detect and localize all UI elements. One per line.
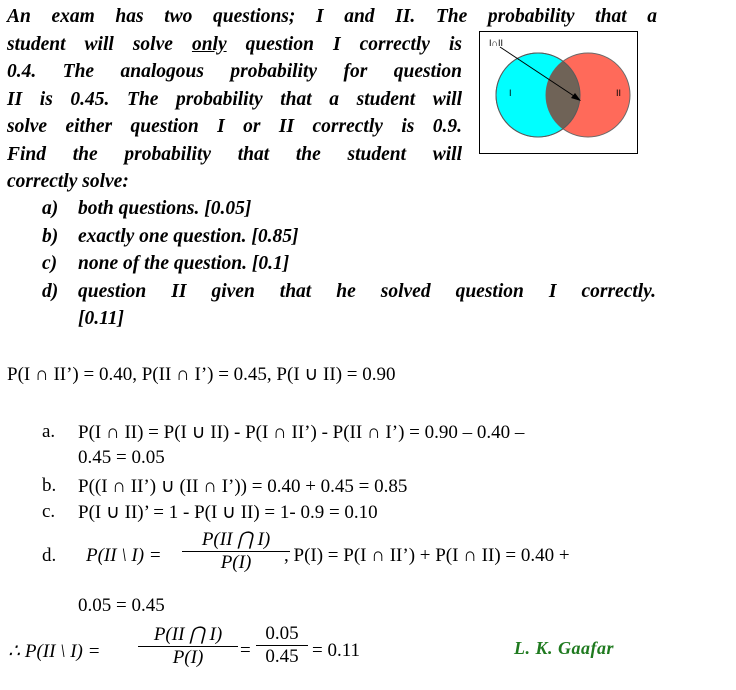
given-line: P(I ∩ II’) = 0.40, P(II ∩ I’) = 0.45, P(I ∪ II) = 0.90 bbox=[7, 364, 396, 385]
problem-line-1: An exam has two questions; I and II. The probability that a bbox=[7, 6, 657, 27]
sol-c-label: c. bbox=[42, 501, 56, 522]
final-fraction-2 bbox=[256, 623, 308, 668]
problem-line-3: 0.4. The analogous probability for question bbox=[7, 61, 462, 82]
question-parts bbox=[42, 195, 656, 333]
venn-diagram bbox=[479, 31, 638, 154]
final-numerator-2: 0.05 bbox=[265, 623, 299, 644]
sol-d-numerator: P(II ⋂ I) bbox=[201, 529, 271, 550]
part-a: a) both questions. [0.05] bbox=[42, 198, 252, 219]
label-i: I bbox=[509, 88, 512, 98]
sol-b-line: P((I ∩ II’) ∪ (II ∩ I’)) = 0.40 + 0.45 = 0.85 bbox=[78, 476, 408, 497]
sol-d-label: d. bbox=[42, 545, 57, 566]
final-result: = 0.11 bbox=[312, 640, 361, 661]
problem-line-4: II is 0.45. The probability that a student will bbox=[7, 88, 462, 110]
sol-d-fraction bbox=[182, 528, 290, 574]
sol-b-label: b. bbox=[42, 475, 57, 496]
label-ii: II bbox=[616, 88, 622, 98]
venn-svg bbox=[480, 32, 637, 153]
sol-d-line2: 0.05 = 0.45 bbox=[78, 595, 165, 616]
final-equals: = bbox=[240, 640, 251, 661]
part-d: d) question II given that he solved question I correctly. [0.11] bbox=[42, 280, 656, 329]
author-signature: L. K. Gaafar bbox=[514, 638, 614, 658]
final-numerator-1: P(II ⋂ I) bbox=[153, 624, 223, 645]
problem-line-7: correctly solve: bbox=[7, 171, 129, 192]
final-denominator-1: P(I) bbox=[138, 646, 238, 669]
problem-line-5: solve either question I or II correctly is 0.9. bbox=[7, 116, 462, 137]
sol-a-line2: 0.45 = 0.05 bbox=[78, 447, 165, 468]
final-denominator-2: 0.45 bbox=[256, 645, 308, 668]
sol-a-label: a. bbox=[42, 421, 56, 442]
problem-line-2: student will solve only question I correctly is bbox=[7, 33, 462, 55]
sol-a-line1: P(I ∩ II) = P(I ∪ II) - P(I ∩ II’) - P(II ∩ I’) = 0.90 – 0.40 – bbox=[78, 422, 525, 443]
final-fraction-1 bbox=[138, 623, 238, 669]
underlined-only: only bbox=[191, 33, 227, 55]
part-b: b) exactly one question. [0.85] bbox=[42, 225, 299, 247]
part-c: c) none of the question. [0.1] bbox=[42, 253, 290, 274]
sol-c-line: P(I ∪ II)’ = 1 - P(I ∪ II) = 1- 0.9 = 0.10 bbox=[78, 502, 378, 523]
sol-d-lhs: P(II \ I) = bbox=[86, 545, 162, 566]
sol-d-rest: , P(I) = P(I ∩ II’) + P(I ∩ II) = 0.40 + bbox=[284, 545, 570, 566]
sol-d-denominator: P(I) bbox=[182, 551, 290, 574]
problem-line-6: Find the probability that the student will bbox=[7, 143, 462, 165]
final-lhs: ∴ P(II \ I) = bbox=[8, 641, 101, 662]
label-intersection: I∩II bbox=[489, 38, 503, 48]
